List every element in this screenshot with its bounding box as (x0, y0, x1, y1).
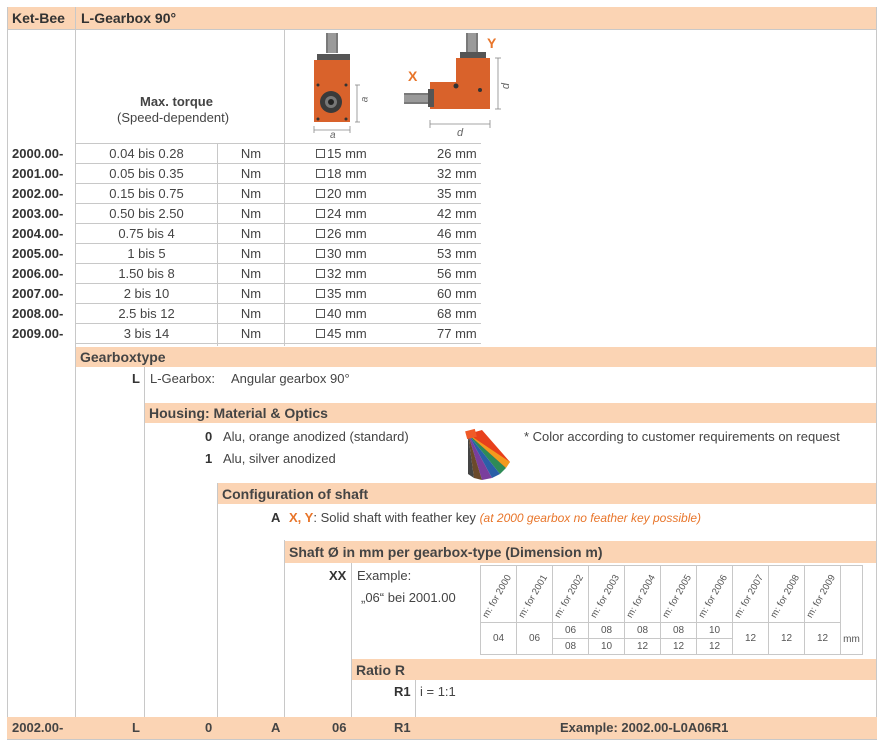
grid-line (351, 563, 352, 740)
row-divider (76, 303, 481, 304)
row-divider (76, 283, 481, 284)
row-code: 2007.00- (12, 286, 64, 301)
shaft-col-label: m: for 2005 (660, 572, 695, 620)
square-icon (316, 209, 325, 218)
housing-heading: Housing: Material & Optics (145, 403, 876, 423)
shaft-config-note: (at 2000 gearbox no feather key possible) (479, 511, 702, 525)
row-unit: Nm (240, 226, 262, 241)
row-d-size: 42 mm (437, 206, 477, 221)
shaft-col-label: m: for 2009 (804, 572, 839, 620)
square-icon (316, 329, 325, 338)
housing-opt1-code: 1 (205, 451, 213, 466)
axis-x-label: X (408, 68, 418, 84)
shaft-cell: 06 (516, 622, 553, 655)
row-square-size: 15 mm (327, 146, 367, 161)
row-code: 2001.00- (12, 166, 64, 181)
ratio-code: R1 (394, 684, 411, 699)
row-divider (76, 263, 481, 264)
dim-d-side: d (500, 82, 513, 90)
grid-line (284, 540, 285, 740)
housing-opt0-desc: Alu, orange anodized (standard) (223, 429, 409, 444)
square-icon (316, 149, 325, 158)
row-torque: 0.75 bis 4 (118, 226, 175, 241)
row-code: 2002.00- (12, 186, 64, 201)
row-torque: 1 bis 5 (127, 246, 166, 261)
shaft-unit: mm (843, 634, 860, 645)
example-code: 2002.00- (12, 720, 64, 735)
square-icon (316, 169, 325, 178)
shaft-cell-bottom: 10 (588, 638, 625, 655)
example-full-code: Example: 2002.00-L0A06R1 (560, 720, 729, 735)
shaft-col-label: m: for 2000 (480, 572, 515, 620)
square-icon (316, 229, 325, 238)
shaft-cell-top: 10 (696, 622, 733, 639)
grid-line (75, 7, 76, 740)
housing-opt1-desc: Alu, silver anodized (223, 451, 336, 466)
example-config: A (271, 720, 281, 735)
shaft-col-label: m: for 2004 (624, 572, 659, 620)
gearboxtype-label: L-Gearbox: (150, 371, 216, 386)
shaft-cell-bottom: 12 (696, 638, 733, 655)
row-d-size: 53 mm (437, 246, 477, 261)
shaft-col-label: m: for 2001 (516, 572, 551, 620)
shaft-col-label: m: for 2003 (588, 572, 623, 620)
shaft-config-desc: : Solid shaft with feather key (313, 510, 476, 525)
square-icon (316, 189, 325, 198)
row-divider (76, 143, 481, 144)
shaft-dia-table (480, 565, 863, 660)
row-d-size: 60 mm (437, 286, 477, 301)
brand-label: Ket-Bee (12, 10, 65, 26)
row-d-size: 46 mm (437, 226, 477, 241)
example-housing: 0 (205, 720, 213, 735)
row-divider (76, 223, 481, 224)
gearboxtype-heading: Gearboxtype (76, 347, 876, 367)
shaft-cell: 12 (732, 622, 769, 655)
row-d-size: 56 mm (437, 266, 477, 281)
shaft-cell: 12 (804, 622, 841, 655)
shaft-config-code: A (271, 510, 281, 525)
row-square-size: 35 mm (327, 286, 367, 301)
shaft-cell-top: 08 (624, 622, 661, 639)
row-divider (76, 323, 481, 324)
row-torque: 0.50 bis 2.50 (109, 206, 184, 221)
grid-line (876, 7, 877, 740)
row-code: 2006.00- (12, 266, 64, 281)
torque-title: Max. torque (140, 94, 213, 109)
housing-opt0-code: 0 (205, 429, 213, 444)
row-code: 2009.00- (12, 326, 64, 341)
shaft-cell-bottom: 12 (624, 638, 661, 655)
example-type: L (132, 720, 140, 735)
row-torque: 1.50 bis 8 (118, 266, 175, 281)
square-icon (316, 249, 325, 258)
row-square-size: 30 mm (327, 246, 367, 261)
row-code: 2005.00- (12, 246, 64, 261)
row-divider (76, 203, 481, 204)
row-unit: Nm (240, 206, 262, 221)
row-square-size: 24 mm (327, 206, 367, 221)
shaft-config-heading: Configuration of shaft (218, 483, 876, 504)
row-torque: 3 bis 14 (123, 326, 170, 341)
row-unit: Nm (240, 306, 262, 321)
row-unit: Nm (240, 286, 262, 301)
row-code: 2003.00- (12, 206, 64, 221)
row-unit: Nm (240, 186, 262, 201)
shaft-col-label: m: for 2006 (696, 572, 731, 620)
shaft-config-xy: X, Y (289, 510, 314, 525)
grid-line (217, 483, 218, 740)
row-unit: Nm (240, 246, 262, 261)
square-icon (316, 309, 325, 318)
axis-y-label: Y (487, 35, 497, 51)
shaft-cell-top: 08 (660, 622, 697, 639)
row-square-size: 20 mm (327, 186, 367, 201)
row-unit: Nm (240, 166, 262, 181)
shaft-cell-bottom: 12 (660, 638, 697, 655)
shaft-config-line (289, 510, 701, 525)
row-d-size: 68 mm (437, 306, 477, 321)
row-unit: Nm (240, 266, 262, 281)
row-code: 2000.00- (12, 146, 64, 161)
shaft-dia-heading: Shaft Ø in mm per gearbox-type (Dimension m) (285, 541, 876, 563)
row-square-size: 26 mm (327, 226, 367, 241)
ratio-desc: i = 1:1 (420, 684, 456, 699)
shaft-dia-example-label: Example: (357, 568, 412, 583)
row-divider (76, 343, 481, 344)
row-d-size: 26 mm (437, 146, 477, 161)
row-divider (76, 183, 481, 184)
shaft-col-label: m: for 2008 (768, 572, 803, 620)
example-shaft: 06 (332, 720, 347, 735)
dim-a-side: a (359, 96, 371, 103)
row-code: 2008.00- (12, 306, 64, 321)
row-divider (76, 243, 481, 244)
shaft-dia-example-value: „06“ bei 2001.00 (361, 590, 456, 605)
grid-line (7, 7, 8, 740)
square-icon (316, 289, 325, 298)
row-unit: Nm (240, 326, 262, 341)
torque-subtitle: (Speed-dependent) (117, 110, 230, 125)
dim-a-bottom: a (330, 130, 336, 141)
row-torque: 0.15 bis 0.75 (109, 186, 184, 201)
shaft-cell-top: 08 (588, 622, 625, 639)
shaft-cell-bottom: 08 (552, 638, 589, 655)
color-fan-icon (462, 426, 516, 482)
row-torque: 2.5 bis 12 (118, 306, 175, 321)
shaft-col-label: m: for 2007 (732, 572, 767, 620)
row-torque: 0.05 bis 0.35 (109, 166, 184, 181)
shaft-col-label: m: for 2002 (552, 572, 587, 620)
row-d-size: 77 mm (437, 326, 477, 341)
row-torque: 0.04 bis 0.28 (109, 146, 184, 161)
row-unit: Nm (240, 146, 262, 161)
shaft-cell: 12 (768, 622, 805, 655)
gearboxtype-code: L (132, 371, 140, 386)
row-divider (76, 163, 481, 164)
row-d-size: 35 mm (437, 186, 477, 201)
gearbox-front-view-diagram (300, 30, 380, 142)
page-title: L-Gearbox 90° (81, 10, 177, 26)
ratio-heading: Ratio R (352, 659, 876, 680)
gearboxtype-desc: Angular gearbox 90° (231, 371, 350, 386)
row-code: 2004.00- (12, 226, 64, 241)
square-icon (316, 269, 325, 278)
grid-line (7, 739, 877, 740)
row-square-size: 18 mm (327, 166, 367, 181)
dim-d-bottom: d (457, 127, 464, 139)
row-torque: 2 bis 10 (123, 286, 170, 301)
shaft-cell: 04 (480, 622, 517, 655)
shaft-cell-top: 06 (552, 622, 589, 639)
row-square-size: 32 mm (327, 266, 367, 281)
row-square-size: 40 mm (327, 306, 367, 321)
housing-note: * Color according to customer requirements on request (524, 429, 840, 444)
shaft-dia-code: XX (329, 568, 347, 583)
grid-line (284, 29, 285, 346)
row-square-size: 45 mm (327, 326, 367, 341)
example-ratio: R1 (394, 720, 411, 735)
row-d-size: 32 mm (437, 166, 477, 181)
